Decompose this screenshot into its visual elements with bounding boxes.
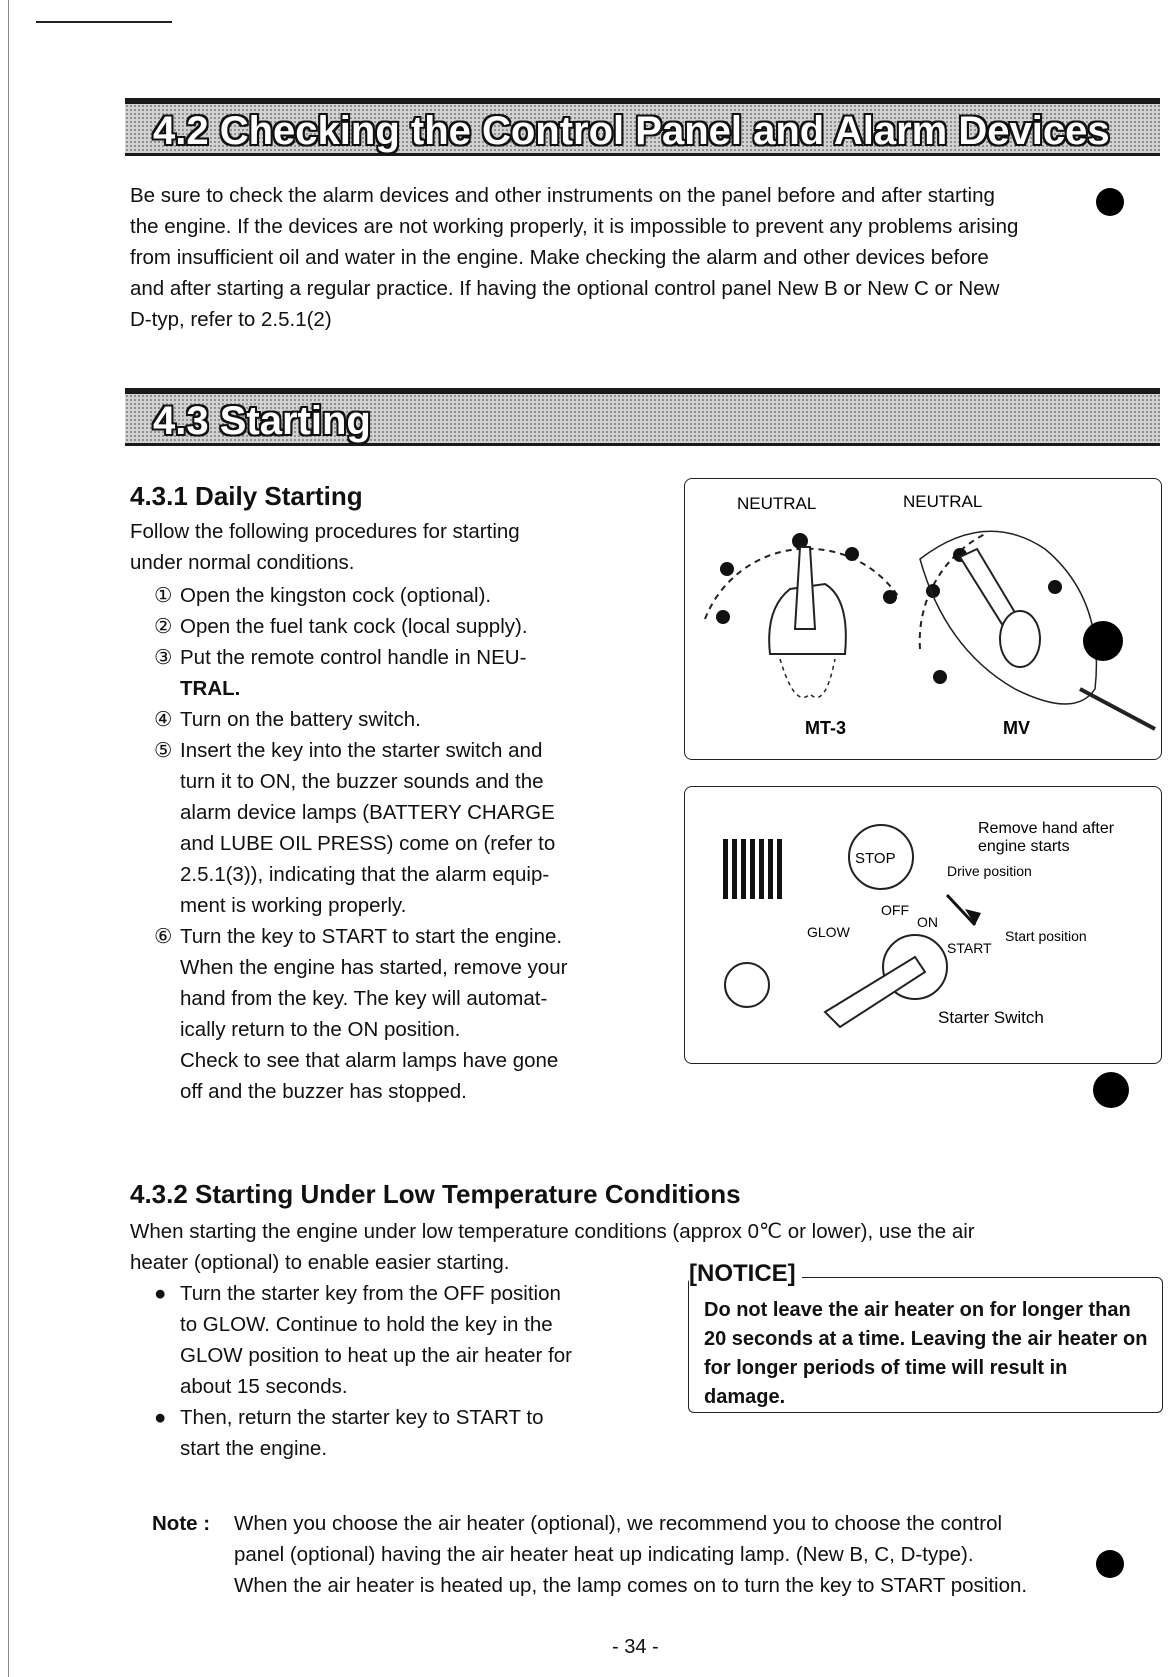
step-line: Turn on the battery switch. — [180, 708, 421, 731]
page-edge — [8, 0, 9, 1677]
step-line: ment is working properly. — [180, 894, 407, 917]
bullet-line: start the engine. — [180, 1437, 328, 1460]
step-item — [154, 735, 567, 766]
daily-intro-line: Follow the following procedures for starting — [130, 520, 520, 543]
remove-hand-label: Remove hand after — [978, 820, 1115, 837]
step-line: 2.5.1(3)), indicating that the alarm equip- — [180, 863, 550, 886]
neutral-left-label: NEUTRAL — [737, 494, 817, 513]
mt3-lever-icon — [795, 547, 815, 629]
note-line: When the air heater is heated up, the lamp comes on to turn the key to START position. — [234, 1574, 1028, 1597]
step-continuation — [154, 1014, 567, 1045]
step-line: turn it to ON, the buzzer sounds and the — [180, 770, 544, 793]
step-item — [154, 704, 567, 735]
step-continuation — [154, 1045, 567, 1076]
bullet-dot-icon: ● — [154, 1406, 167, 1429]
step-item — [154, 921, 567, 952]
step-line: and LUBE OIL PRESS) come on (refer to — [180, 832, 556, 855]
note-block — [152, 1508, 1027, 1601]
step-number: ③ — [154, 646, 173, 669]
step-line: Turn the key to START to start the engine. — [180, 925, 563, 948]
control-handle-figure — [684, 478, 1162, 760]
start-label: START — [947, 940, 992, 956]
step-line: ically return to the ON position. — [180, 1018, 461, 1041]
step-line: Check to see that alarm lamps have gone — [180, 1049, 559, 1072]
step-item — [154, 611, 567, 642]
notice-text: Do not leave the air heater on for longer than 20 seconds at a time. Leaving the air heater on for longer periods of time will result in damage. — [704, 1299, 1148, 1408]
stop-label: STOP — [855, 850, 896, 867]
mt3-base-outline — [780, 659, 835, 697]
mv-position-dot — [933, 670, 947, 684]
step-continuation — [154, 673, 567, 704]
mt3-position-dot — [883, 590, 897, 604]
starter-switch-figure — [684, 786, 1162, 1064]
bullet-dot-icon: ● — [154, 1282, 167, 1305]
low-temp-intro-line: heater (optional) to enable easier starting. — [130, 1251, 510, 1274]
note-line: panel (optional) having the air heater heat up indicating lamp. (New B, C, D-type). — [234, 1543, 974, 1566]
step-line: TRAL. — [180, 677, 241, 700]
mv-label: MV — [1003, 718, 1030, 738]
glow-label: GLOW — [807, 924, 850, 940]
on-label: ON — [917, 914, 938, 930]
step-continuation — [154, 859, 567, 890]
bullet-line: GLOW position to heat up the air heater for — [180, 1344, 572, 1367]
note-label: Note : — [152, 1512, 211, 1535]
neutral-right-label: NEUTRAL — [903, 492, 983, 511]
section-4-3-banner — [125, 388, 1160, 446]
step-line: off and the buzzer has stopped. — [180, 1080, 467, 1103]
bullet-line: Then, return the starter key to START to — [180, 1406, 544, 1429]
body-line: the engine. If the devices are not working properly, it is impossible to prevent any problems arising — [130, 215, 1019, 238]
step-number: ① — [154, 584, 173, 607]
step-continuation — [154, 952, 567, 983]
step-line: Insert the key into the starter switch and — [180, 739, 543, 762]
control-handle-drawing — [685, 479, 1163, 761]
step-number: ② — [154, 615, 173, 638]
mt3-label: MT-3 — [805, 718, 847, 738]
step-continuation — [154, 766, 567, 797]
step-continuation — [154, 828, 567, 859]
mv-cable-icon — [1080, 689, 1155, 729]
off-label: OFF — [881, 902, 909, 918]
section-4-2-banner — [125, 98, 1160, 156]
bullet-continuation — [154, 1433, 975, 1464]
step-item — [154, 580, 567, 611]
daily-intro-line: under normal conditions. — [130, 551, 355, 574]
step-line: hand from the key. The key will automat- — [180, 987, 548, 1010]
switch-panel-grille-icon — [723, 839, 782, 899]
mt3-position-dot — [845, 547, 859, 561]
step-line: When the engine has started, remove your — [180, 956, 568, 979]
note-row — [152, 1508, 1027, 1539]
bullet-line: about 15 seconds. — [180, 1375, 348, 1398]
step-item — [154, 642, 567, 673]
notice-box — [688, 1260, 1163, 1413]
binder-hole-mark — [1096, 1550, 1124, 1578]
note-line: When you choose the air heater (optional), we recommend you to choose the control — [234, 1512, 1003, 1535]
section-4-3-title: 4.3 Starting — [153, 399, 371, 443]
page-number: - 34 - — [612, 1636, 659, 1658]
panel-knob-icon — [725, 963, 769, 1007]
step-number: ④ — [154, 708, 173, 731]
step-line: alarm device lamps (BATTERY CHARGE — [180, 801, 555, 824]
mv-hub-icon — [1000, 611, 1040, 667]
body-line: from insufficient oil and water in the engine. Make checking the alarm and other devices before — [130, 246, 989, 269]
starter-switch-caption: Starter Switch — [938, 1008, 1044, 1027]
starter-switch-drawing — [685, 787, 1163, 1065]
body-line: D-typ, refer to 2.5.1(2) — [130, 308, 332, 331]
start-arrow-icon — [947, 895, 975, 925]
step-continuation — [154, 1076, 567, 1107]
section-4-2-title: 4.2 Checking the Control Panel and Alarm Devices — [153, 109, 1110, 153]
section-4-2-body — [130, 180, 1160, 335]
step-line: Open the kingston cock (optional). — [180, 584, 492, 607]
mt3-position-dot — [716, 610, 730, 624]
notice-label: [NOTICE] — [689, 1260, 802, 1288]
body-line: Be sure to check the alarm devices and other instruments on the panel before and after starting — [130, 184, 995, 207]
start-position-label: Start position — [1005, 928, 1087, 944]
top-rule — [36, 21, 172, 23]
step-line: Open the fuel tank cock (local supply). — [180, 615, 528, 638]
bullet-line: Turn the starter key from the OFF position — [180, 1282, 561, 1305]
low-temp-heading: 4.3.2 Starting Under Low Temperature Conditions — [130, 1179, 741, 1209]
step-continuation — [154, 983, 567, 1014]
drive-position-label: Drive position — [947, 863, 1032, 879]
binder-hole-mark — [1083, 621, 1123, 661]
step-continuation — [154, 797, 567, 828]
step-number: ⑤ — [154, 739, 173, 762]
remove-hand-label: engine starts — [978, 838, 1070, 855]
binder-hole-mark — [1093, 1072, 1129, 1108]
step-continuation — [154, 890, 567, 921]
mv-position-dot — [1048, 580, 1062, 594]
binder-hole-mark — [1096, 188, 1124, 216]
step-line: Put the remote control handle in NEU- — [180, 646, 527, 669]
daily-starting-block — [130, 481, 567, 1107]
mt3-position-dot — [720, 562, 734, 576]
bullet-line: to GLOW. Continue to hold the key in the — [180, 1313, 553, 1336]
daily-starting-heading: 4.3.1 Daily Starting — [130, 481, 363, 511]
low-temp-intro-line: When starting the engine under low temperature conditions (approx 0℃ or lower), use the air — [130, 1220, 975, 1243]
daily-steps-list — [154, 580, 567, 1107]
body-line: and after starting a regular practice. If having the optional control panel New B or New C or New — [130, 277, 1000, 300]
step-number: ⑥ — [154, 925, 173, 948]
